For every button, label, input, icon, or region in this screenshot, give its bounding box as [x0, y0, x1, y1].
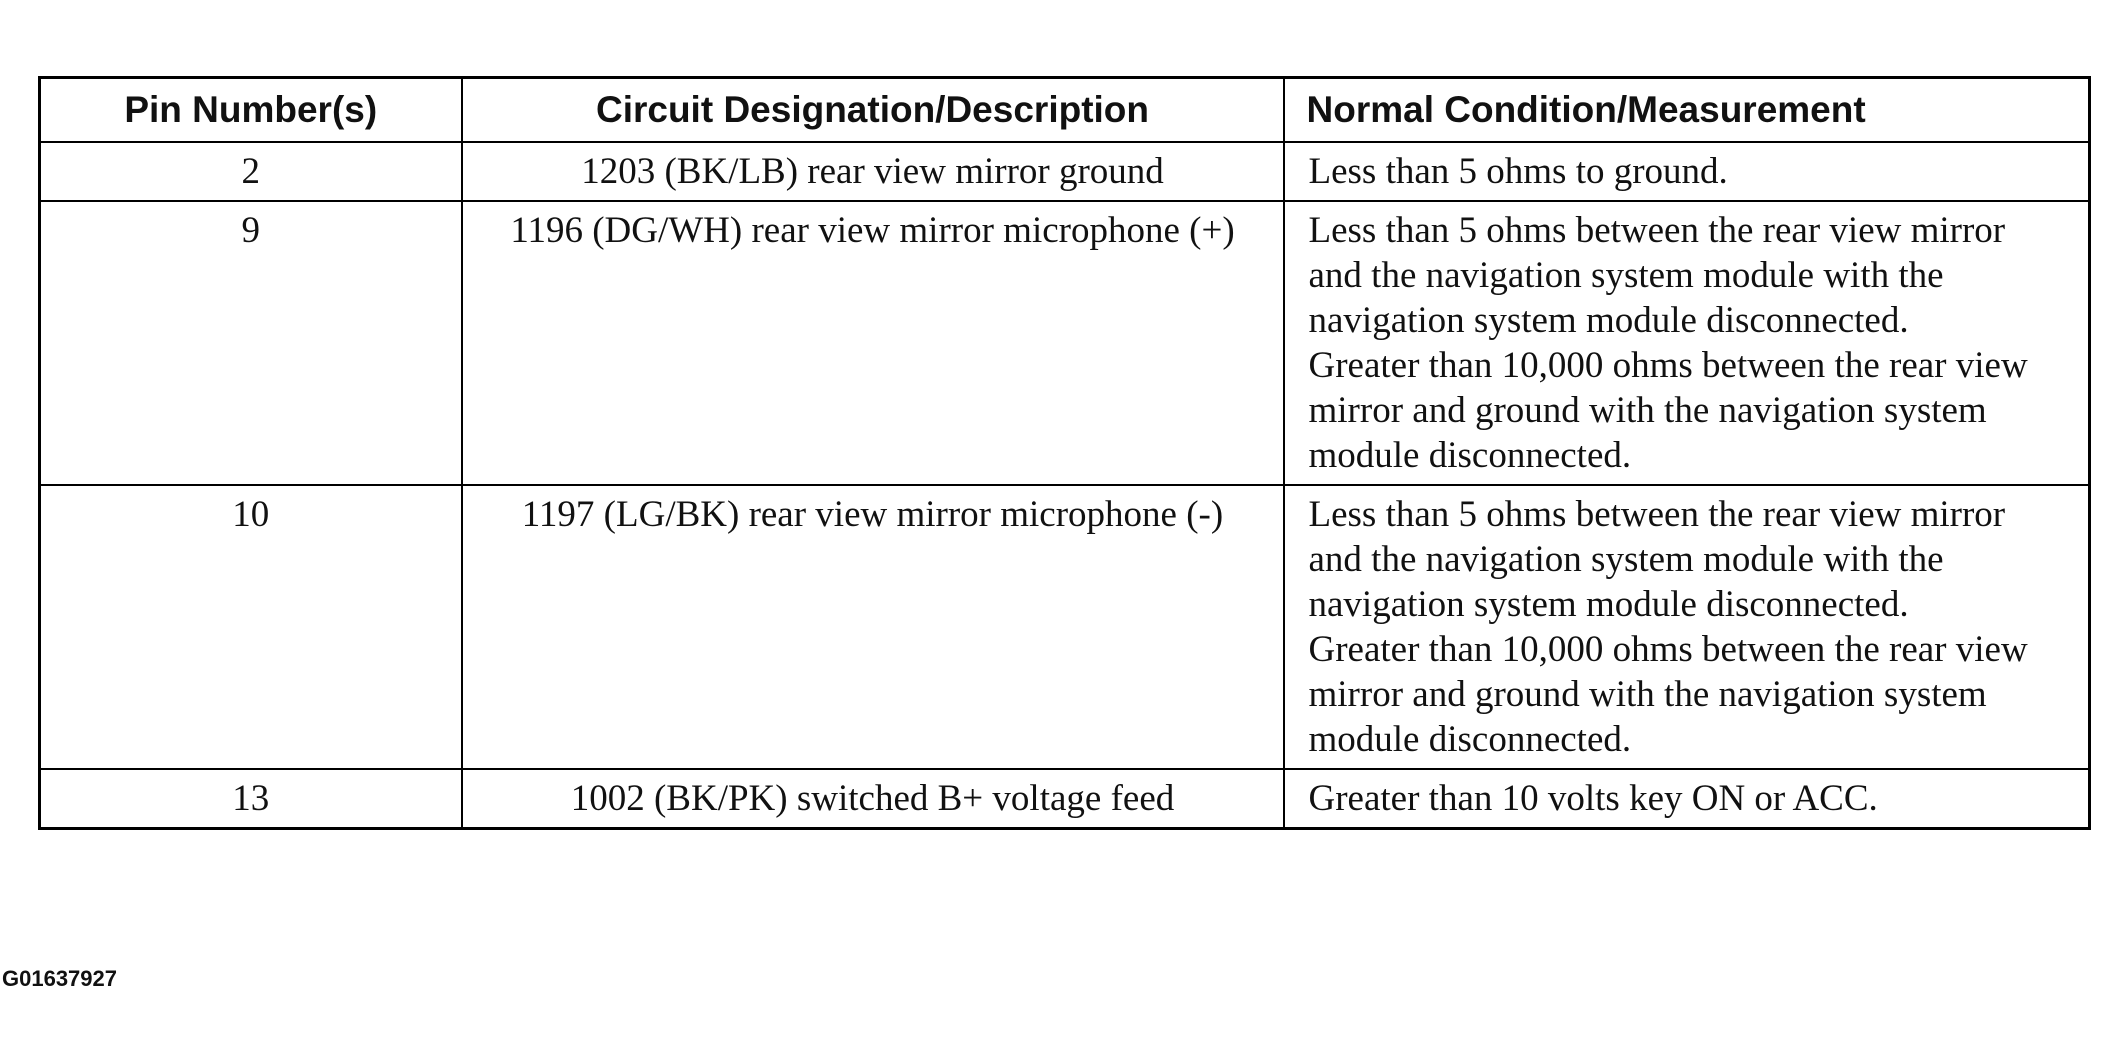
table-header	[40, 78, 2090, 143]
pin-measurement-table	[38, 76, 2091, 830]
circuit-cell: 1203 (BK/LB) rear view mirror ground	[462, 142, 1284, 201]
pin-cell: 9	[40, 201, 462, 485]
table-body	[40, 142, 2090, 829]
table-row	[40, 142, 2090, 201]
pin-cell: 13	[40, 769, 462, 829]
condition-cell: Greater than 10 volts key ON or ACC.	[1284, 769, 2090, 829]
circuit-cell: 1002 (BK/PK) switched B+ voltage feed	[462, 769, 1284, 829]
table-row	[40, 201, 2090, 485]
circuit-cell: 1197 (LG/BK) rear view mirror microphone (-)	[462, 485, 1284, 769]
header-circuit-description: Circuit Designation/Description	[462, 78, 1284, 143]
table-row	[40, 769, 2090, 829]
header-normal-condition: Normal Condition/Measurement	[1284, 78, 2090, 143]
figure-id-label: G01637927	[2, 966, 117, 991]
condition-cell: Less than 5 ohms to ground.	[1284, 142, 2090, 201]
circuit-cell: 1196 (DG/WH) rear view mirror microphone (+)	[462, 201, 1284, 485]
header-pin-numbers: Pin Number(s)	[40, 78, 462, 143]
condition-cell: Less than 5 ohms between the rear view mirror and the navigation system module with the navigation system module disconnected. Greater than 10,000 ohms between the rear view mirror and ground with the navigation system module disconnected.	[1284, 485, 2090, 769]
condition-cell: Less than 5 ohms between the rear view mirror and the navigation system module with the navigation system module disconnected. Greater than 10,000 ohms between the rear view mirror and ground with the navigation system module disconnected.	[1284, 201, 2090, 485]
header-row	[40, 78, 2090, 143]
pin-cell: 10	[40, 485, 462, 769]
table-row	[40, 485, 2090, 769]
pin-cell: 2	[40, 142, 462, 201]
